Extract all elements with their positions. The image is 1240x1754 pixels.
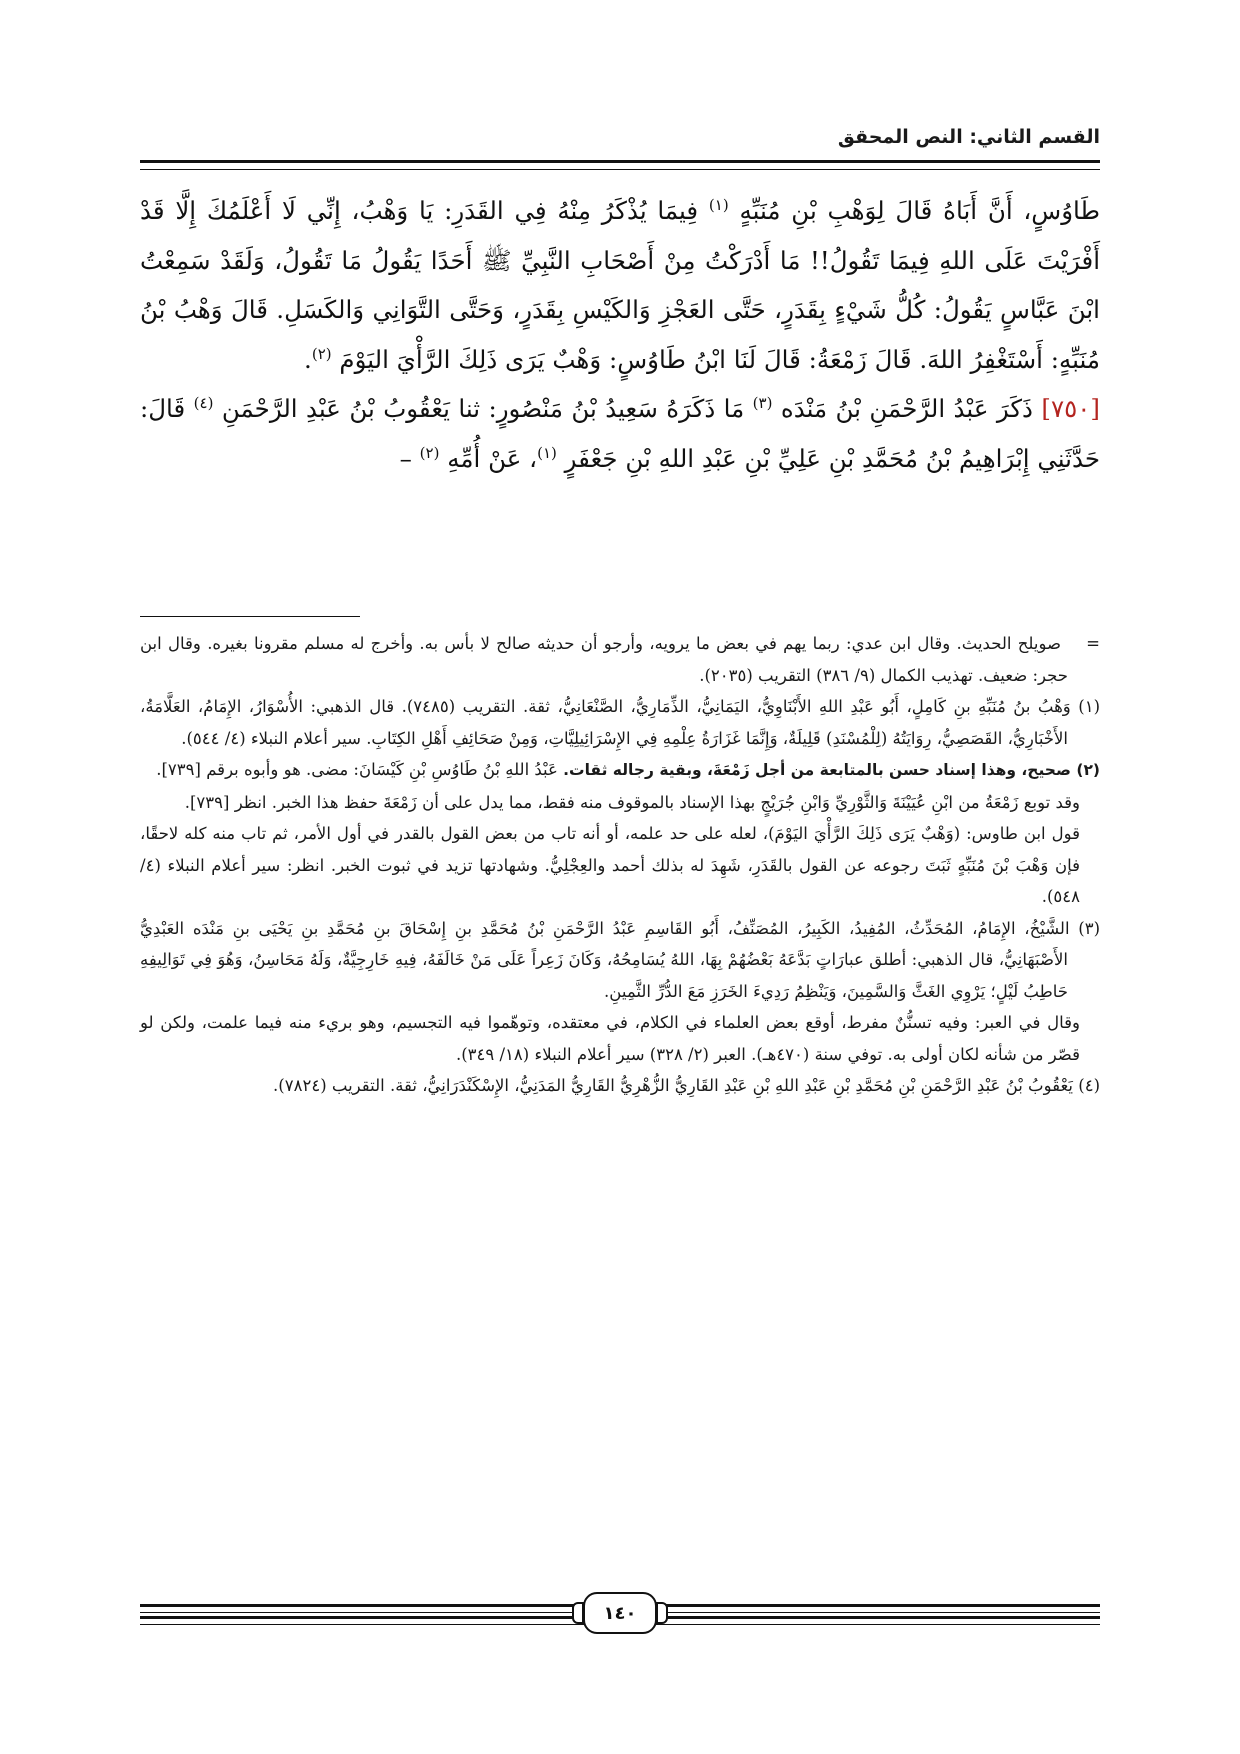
footnote-3-paragraph: وقال في العبر: وفيه تسنُّنٌ مفرط، أوقع بعض العلماء في الكلام، في معتقده، وتوهّموا فيه التجسيم، وهو بريء منه فيما علمت، ولكن لو قصّر من شأنه لكان أولى به. توفي سنة (٤٧٠هـ). العبر (٢/ ٣٢٨) سير أعلام النبلاء (١٨/ ٣٤٩). — [140, 1013, 1080, 1064]
text-run: قَالَ: حَدَّثَنِي إِبْرَاهِيمُ بْنُ مُحَمَّدِ بْنِ عَلِيِّ بْنِ عَبْدِ اللهِ بْنِ جَعْفَرٍ — [140, 394, 1100, 473]
grading-text: (٢) صحيح، وهذا إسناد حسن بالمتابعة من أجل زَمْعَةَ، وبقية رجاله ثقات. — [563, 761, 1100, 779]
paragraph-1: طَاوُسٍ، أَنَّ أَبَاهُ قَالَ لِوَهْبِ بْنِ مُنَبِّهٍ $^{(١)}$ فِيمَا يُذْكَرُ مِنْهُ فِي القَدَرِ: يَا وَهْبُ، إِنِّي لَا أَعْلَمُكَ إِلَّا قَدْ أَفْرَيْتَ عَلَى اللهِ فِيمَا تَقُولُ!! مَا أَدْرَكْتُ مِنْ أَصْحَابِ النَّبِيِّ ﷺ أَحَدًا يَقُولُ مَا تَقُولُ، وَلَقَدْ سَمِعْتُ ابْنَ عَبَّاسٍ يَقُولُ: كُلُّ شَيْءٍ بِقَدَرٍ، حَتَّى العَجْزِ وَالكَيْسِ بِقَدَرٍ، وَحَتَّى التَّوَانِي وَالكَسَلِ. قَالَ وَهْبُ بْنُ مُنَبِّهٍ: أَسْتَغْفِرُ اللهَ. قَالَ زَمْعَةُ: قَالَ لَنَا ابْنُ طَاوُسٍ: وَهْبٌ يَرَى ذَلِكَ الرَّأْيَ اليَوْمَ $^{(٢)}$. — [140, 195, 1101, 374]
page-header: القسم الثاني: النص المحقق — [837, 126, 1100, 148]
footnote-ref[interactable]: (١) — [537, 443, 557, 462]
text-run: فِيمَا يُذْكَرُ مِنْهُ فِي القَدَرِ: يَا وَهْبُ، إِنِّي لَا أَعْلَمُكَ إِلَّا قَدْ أَفْرَيْتَ عَلَى اللهِ فِيمَا تَقُولُ!! مَا أَدْرَكْتُ مِنْ أَصْحَابِ النَّبِيِّ ﷺ أَحَدًا يَقُولُ مَا تَقُولُ، وَلَقَدْ سَمِعْتُ ابْنَ عَبَّاسٍ يَقُولُ: كُلُّ شَيْءٍ بِقَدَرٍ، حَتَّى العَجْزِ وَالكَيْسِ بِقَدَرٍ، وَحَتَّى التَّوَانِي وَالكَسَلِ. قَالَ وَهْبُ بْنُ مُنَبِّهٍ: أَسْتَغْفِرُ اللهَ. قَالَ زَمْعَةُ: قَالَ لَنَا ابْنُ طَاوُسٍ: وَهْبٌ يَرَى ذَلِكَ الرَّأْيَ اليَوْمَ — [140, 196, 1100, 374]
footnote-continuation — [140, 628, 1100, 691]
page-footer — [140, 1588, 1100, 1638]
paragraph-2 — [140, 384, 1100, 483]
text-run: – — [399, 443, 412, 473]
footnote-4: (٤) يَعْقُوبُ بْنُ عَبْدِ الرَّحْمَنِ بْنِ مُحَمَّدِ بْنِ عَبْدِ اللهِ بْنِ عَبْدِ القَارِيُّ الزُّهْرِيُّ القَارِيُّ المَدَنِيُّ، الإِسْكَنْدَرَانِيُّ، ثقة. التقريب (٧٨٢٤). — [273, 1076, 1100, 1095]
footnotes — [140, 628, 1100, 1102]
header-rule — [140, 160, 1100, 170]
text-run: ، عَنْ أُمِّهِ — [447, 443, 538, 473]
continuation-marker: = — [1086, 634, 1100, 653]
text-run: مَا ذَكَرَهُ سَعِيدُ بْنُ مَنْصُورٍ: ثنا يَعْقُوبُ بْنُ عَبْدِ الرَّحْمَنِ — [221, 394, 745, 423]
footnote-ref[interactable]: (٤) — [193, 393, 214, 412]
footnote-text: عَبْدُ اللهِ بْنُ طَاوُسِ بْنِ كَيْسَانَ: مضى. هو وأبوه برقم [٧٣٩]. — [156, 760, 558, 779]
text-run: طَاوُسٍ، أَنَّ أَبَاهُ قَالَ لِوَهْبِ بْنِ مُنَبِّهٍ — [739, 196, 1101, 225]
footnote-separator — [140, 616, 360, 617]
page-number: ١٤٠ — [583, 1592, 657, 1634]
footnote-ref[interactable]: (٢) — [311, 344, 332, 363]
text-run: ذَكَرَ عَبْدُ الرَّحْمَنِ بْنُ مَنْدَه — [780, 394, 1033, 423]
footnote-ref[interactable]: (٣) — [752, 393, 773, 412]
footnote-2-paragraph: قول ابن طاوس: (وَهْبٌ يَرَى ذَلِكَ الرَّأْيَ اليَوْمَ)، لعله على حد علمه، أو أنه تاب من بعض القول بالقدر في أول الأمر، ثم تاب منه كله لاحقًا، فإن وَهْبَ بْنَ مُنَبِّهٍ ثَبَتَ رجوعه عن القول بالقَدَرِ، شَهِدَ له بذلك أحمد والعِجْلِيُّ. وشهادتها تزيد في ثبوت الخبر. انظر: سير أعلام النبلاء (٤/ ٥٤٨). — [140, 824, 1080, 906]
footnote-2 — [140, 754, 1100, 787]
footnote-ref[interactable]: (٢) — [419, 443, 440, 462]
footnote-text: صويلح الحديث. وقال ابن عدي: ربما يهم في بعض ما يرويه، وأرجو أن حديثه صالح لا بأس به. وأخرج له مسلم مقرونا بغيره. وقال ابن حجر: ضعيف. تهذيب الكمال (٩/ ٣٨٦) التقريب (٢٠٣٥). — [140, 634, 1068, 685]
footnote-ref[interactable]: (١) — [708, 195, 729, 214]
hadith-number: [٧٥٠] — [1041, 394, 1100, 423]
footnote-2-paragraph: وقد توبع زَمْعَةُ من ابْنِ عُيَيْنَةَ وَالثَّوْرِيِّ وَابْنِ جُرَيْجٍ بهذا الإسناد بالموقوف منه فقط، مما يدل على أن زَمْعَةَ حفظ هذا الخبر. انظر [٧٣٩]. — [184, 792, 1080, 812]
footnote-1: (١) وَهْبُ بنُ مُنَبِّهِ بنِ كَامِلٍ، أَبُو عَبْدِ اللهِ الأَبْنَاوِيُّ، اليَمَانِيُّ، الذِّمَارِيُّ، الصَّنْعَانِيُّ، ثقة. التقريب (٧٤٨٥). قال الذهبي: الأُسْوَارُ، الإِمَامُ، العَلَّامَةُ، الأَخْبَارِيُّ، القَصَصِيُّ، رِوَايَتُهُ (لِلْمُسْنَدِ) قَلِيلَةٌ، وَإِنَّمَا غَزَارَةُ عِلْمِهِ فِي الإِسْرَائِيلِيَّاتِ، وَمِنْ صَحَائِفِ أَهْلِ الكِتَابِ. سير أعلام النبلاء (٤/ ٥٤٤). — [140, 697, 1100, 748]
footnote-3: (٣) الشَّيْخُ، الإِمَامُ، المُحَدِّثُ، المُفِيدُ، الكَبِيرُ، المُصَنِّفُ، أَبُو القَاسِمِ عَبْدُ الرَّحْمَنِ بْنُ مُحَمَّدِ بنِ إِسْحَاقَ بنِ مُحَمَّدِ بنِ يَحْيَى بنِ مَنْدَه العَبْدِيُّ الأَصْبَهَانِيُّ، قال الذهبي: أطلق عبارَاتٍ بَدَّعَهُ بَعْضُهُمْ بِهَا، اللهُ يُسَامِحُهُ، وَكَانَ زَعِراً عَلَى مَنْ خَالَفَهُ، فِيهِ خَارِجِيَّةٌ، وَلَهُ مَحَاسِنُ، وَهُوَ فِي تَوَالِيفِهِ حَاطِبُ لَيْلٍ؛ يَرْوِي الغَثَّ وَالسَّمِينَ، وَيَنْظِمُ رَدِيءَ الخَرَزِ مَعَ الدُّرِّ الثَّمِينِ. — [140, 918, 1100, 1001]
main-text — [140, 186, 1100, 483]
